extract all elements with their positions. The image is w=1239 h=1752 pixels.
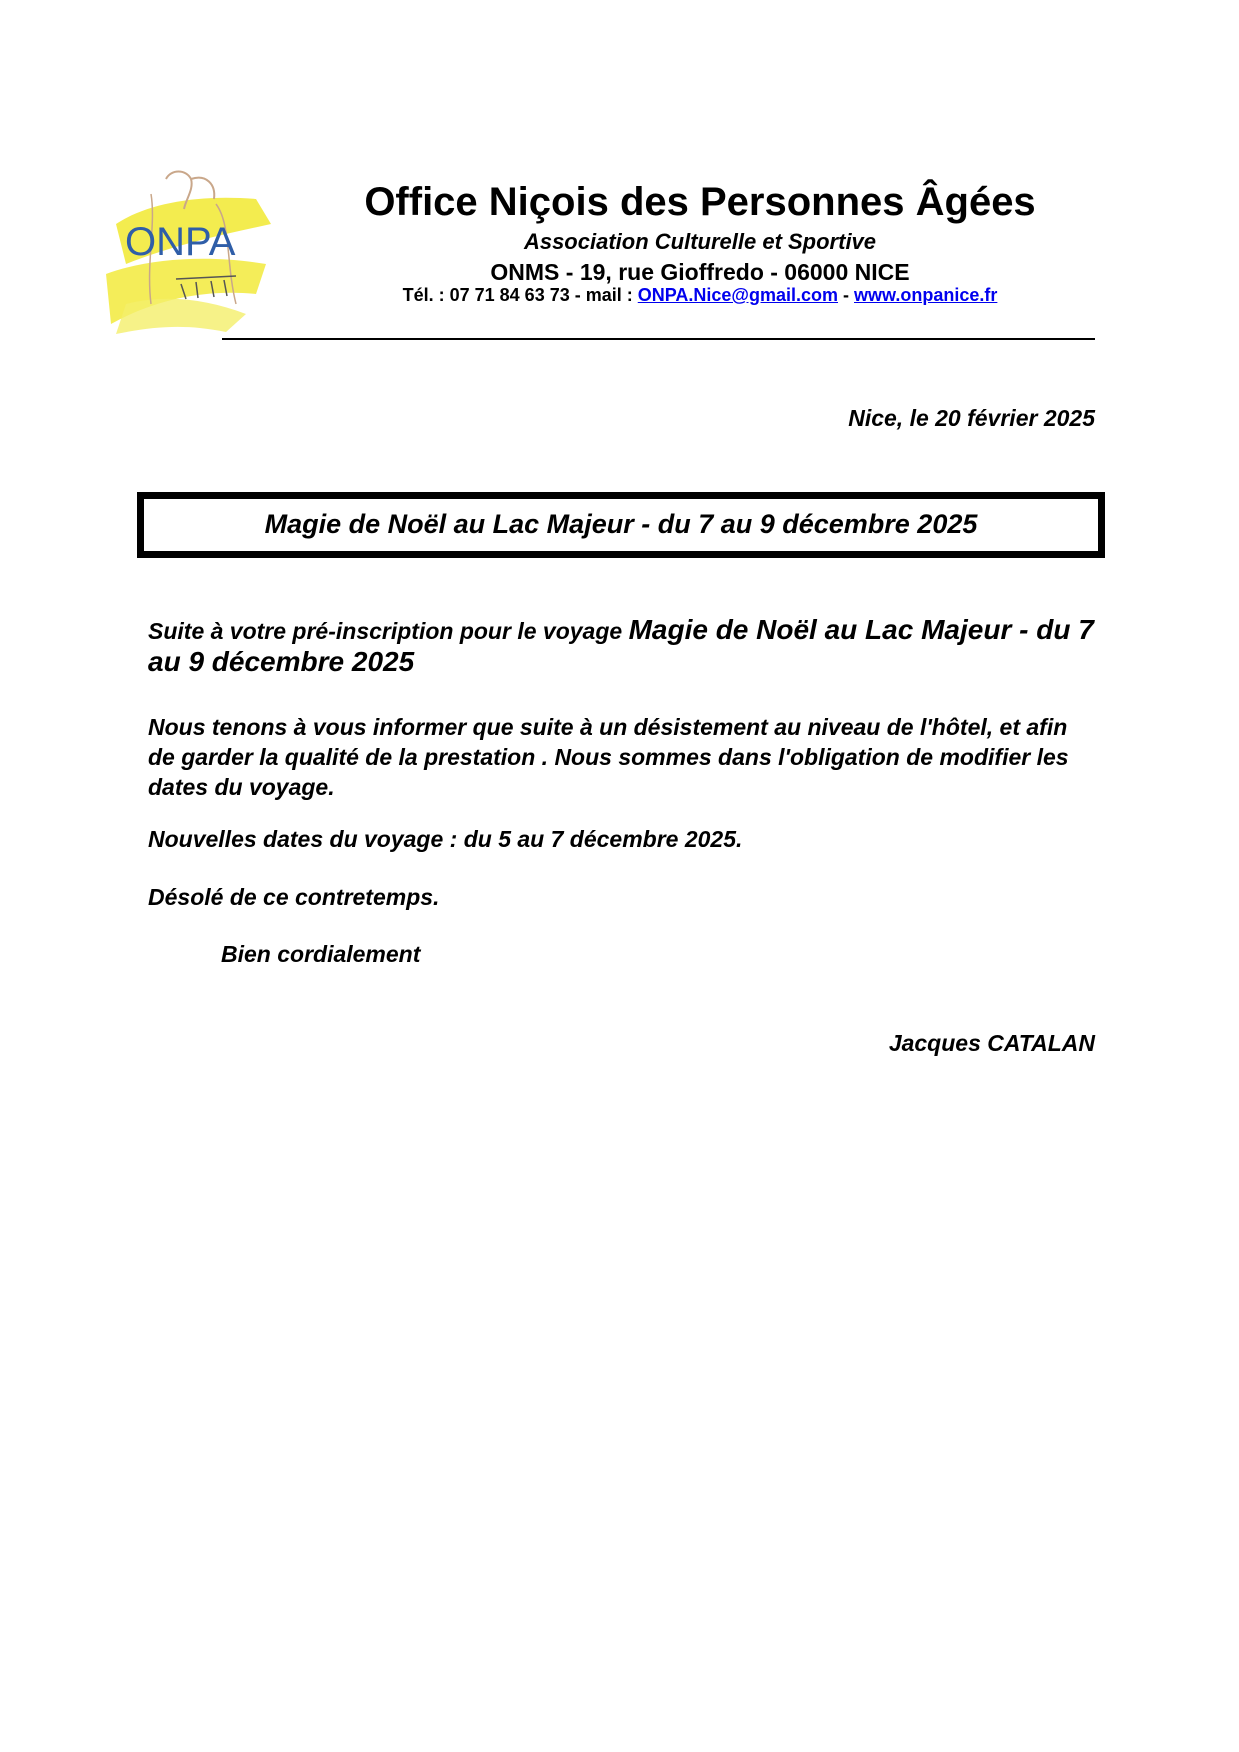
phone-text: Tél. : 07 71 84 63 73 - mail :: [402, 285, 638, 305]
intro-paragraph: [148, 614, 1098, 678]
intro-prefix: Suite à votre pré-inscription pour le voyage: [148, 618, 629, 644]
organization-address: ONMS - 19, rue Gioffredo - 06000 NICE: [490, 259, 910, 285]
signature: Jacques CATALAN: [888, 1030, 1095, 1056]
apology-paragraph: Désolé de ce contretemps.: [148, 884, 440, 910]
website-link[interactable]: www.onpanice.fr: [854, 285, 998, 305]
logo-text: ONPA: [125, 220, 236, 264]
organization-title: Office Niçois des Personnes Âgées: [364, 180, 1036, 224]
information-paragraph: Nous tenons à vous informer que suite à un désistement au niveau de l'hôtel, et afin de garder la qualité de la prestation . Nous sommes dans l'obligation de modifier les dates du voyage.: [148, 714, 1069, 800]
organization-contact: [300, 285, 1100, 306]
email-link[interactable]: ONPA.Nice@gmail.com: [637, 285, 839, 305]
intro-trip-name: Magie de Noël au Lac Majeur - du 7 au 9 décembre 2025: [148, 614, 1094, 677]
letter-date: Nice, le 20 février 2025: [848, 405, 1095, 431]
closing-salutation: Bien cordialement: [221, 941, 421, 967]
organization-subtitle: Association Culturelle et Sportive: [523, 229, 877, 254]
trip-title: Magie de Noël au Lac Majeur - du 7 au 9 décembre 2025: [264, 509, 978, 539]
trip-title-box: [137, 492, 1105, 558]
header-divider: [222, 338, 1095, 340]
contact-separator: -: [838, 285, 855, 305]
new-dates-paragraph: Nouvelles dates du voyage : du 5 au 7 décembre 2025.: [148, 826, 743, 852]
